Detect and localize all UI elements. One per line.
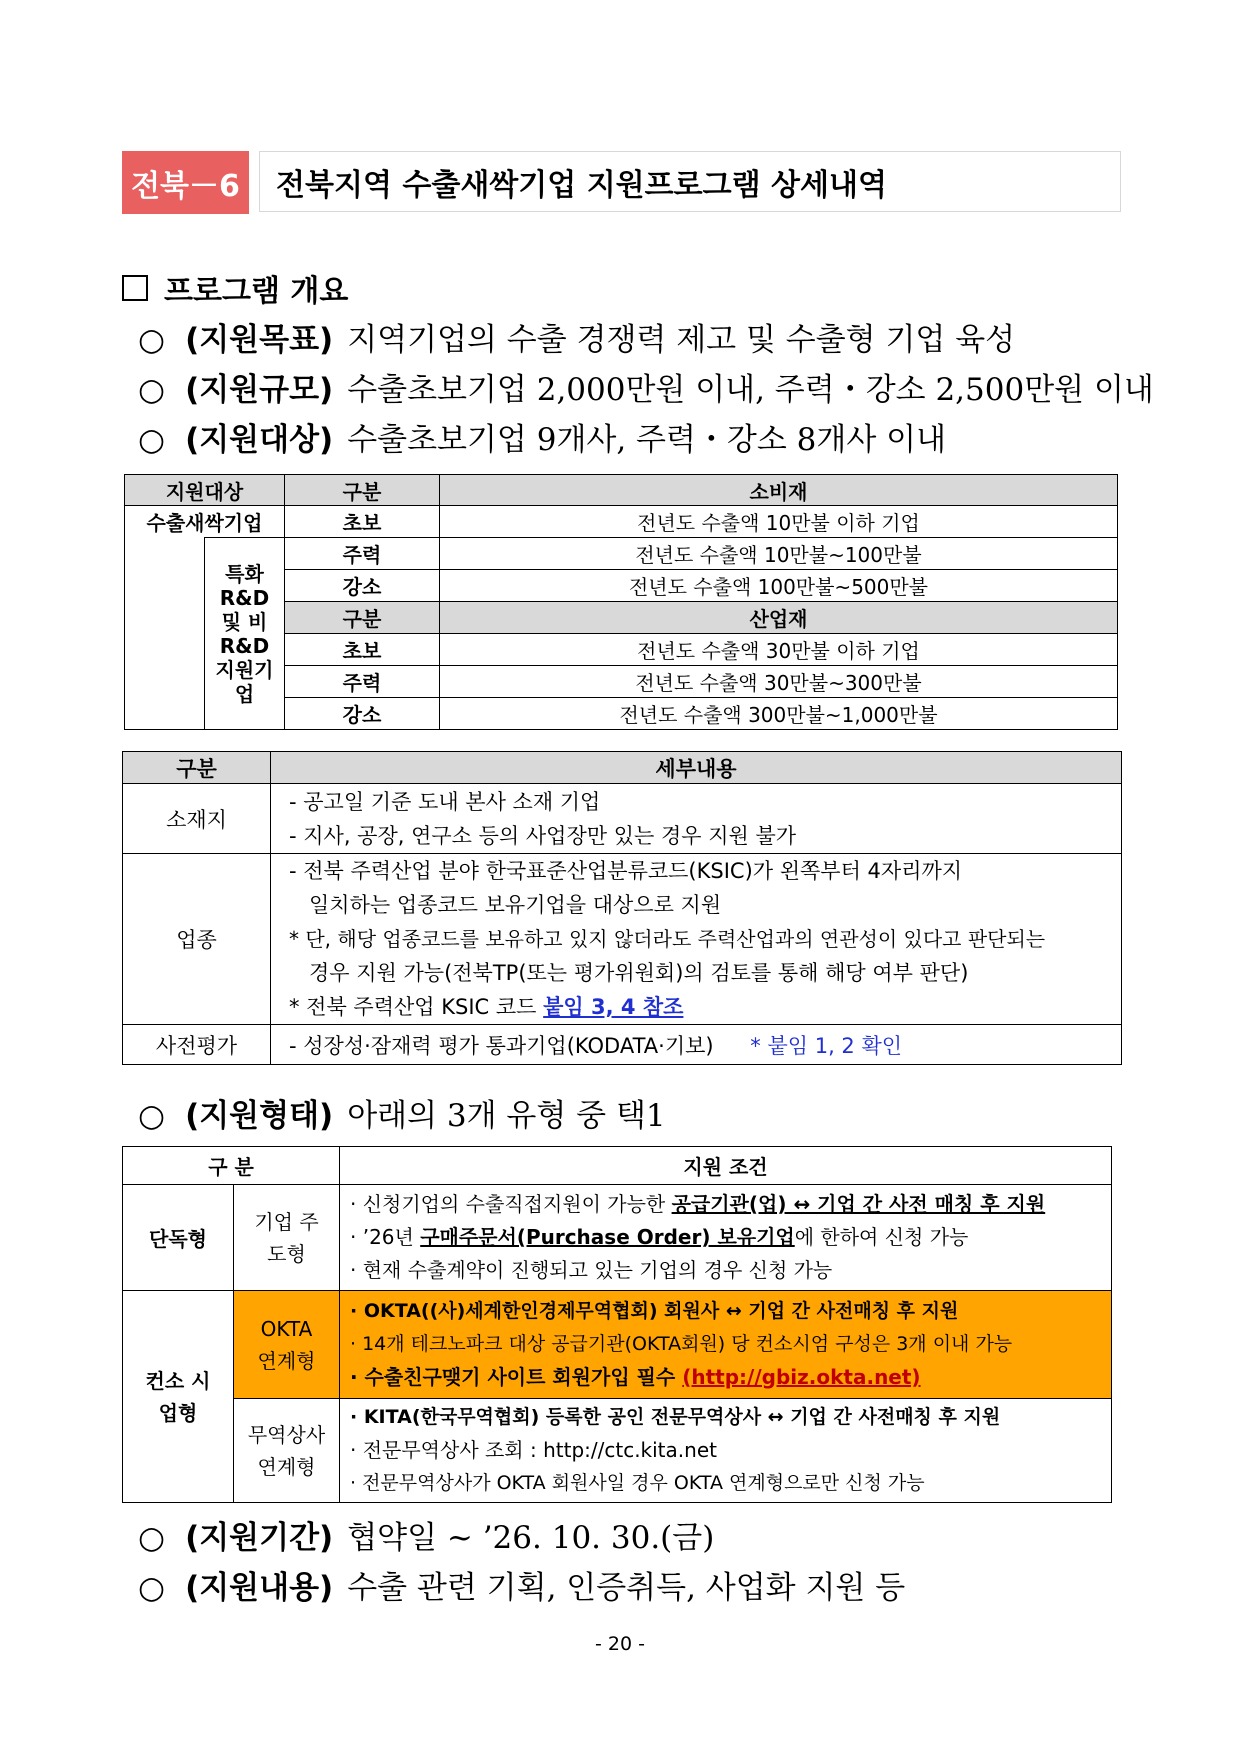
bullet-goal [138, 314, 1015, 359]
location-line: - 지사, 공장, 연구소 등의 사업장만 있는 경우 지원 불가 [289, 823, 797, 848]
circle-bullet-icon: ○ [138, 1098, 166, 1134]
table-header: 구분 [285, 475, 440, 506]
sub-header-cat: 산업재 [440, 602, 1118, 634]
location-content [271, 784, 1122, 854]
cond-line: · 전문무역상사 조회 : http://ctc.kita.net [350, 1438, 717, 1462]
target-top-cell: 수출새싹기업 [125, 506, 285, 538]
bullet-label: (지원기간) [185, 1520, 334, 1556]
pre-eval-note: * 붙임 1, 2 확인 [750, 1033, 903, 1058]
bullet-target [138, 414, 946, 459]
section-title: 프로그램 개요 [164, 274, 349, 309]
cond-line: 에 한하여 신청 가능 [794, 1225, 969, 1249]
bullet-label: (지원형태) [185, 1098, 334, 1134]
cond-bold: · OKTA((사)세계한인경제무역협회) 회원사 ↔ 기업 간 사전매칭 후 지원 [350, 1300, 959, 1322]
cond-bold: · KITA(한국무역협회) 등록한 공인 전문무역상사 ↔ 기업 간 사전매칭 후 지원 [350, 1406, 1001, 1428]
checkbox-icon [122, 275, 148, 301]
bullet-text: 협약일 ~ ’26. 10. 30.(금) [347, 1520, 715, 1556]
type-cell: 초보 [285, 506, 440, 538]
type-cell: 강소 [285, 698, 440, 730]
circle-bullet-icon: ○ [138, 1570, 166, 1606]
circle-bullet-icon: ○ [138, 372, 166, 408]
bullet-label: (지원규모) [185, 372, 334, 408]
detail-table [122, 751, 1122, 1065]
single-group: 단독형 [123, 1185, 234, 1291]
trade-sub: 무역상사 연계형 [234, 1399, 340, 1503]
cond-line: · 현재 수출계약이 진행되고 있는 기업의 경우 신청 가능 [350, 1258, 833, 1282]
type-table [122, 1146, 1112, 1503]
desc-cell: 전년도 수출액 10만불 이하 기업 [440, 506, 1118, 538]
table-header: 세부내용 [271, 752, 1122, 784]
attachment-link[interactable]: 붙임 3, 4 참조 [543, 995, 684, 1019]
cond-line: · 신청기업의 수출직접지원이 가능한 [350, 1192, 666, 1216]
industry-line: * 단, 해당 업종코드를 보유하고 있지 않더라도 주력산업과의 연관성이 있다고 판단되는 [289, 927, 1046, 951]
desc-cell: 전년도 수출액 30만불~300만불 [440, 666, 1118, 698]
page-number: - 20 - [595, 1633, 645, 1655]
table-header: 구 분 [123, 1147, 340, 1185]
desc-cell: 전년도 수출액 300만불~1,000만불 [440, 698, 1118, 730]
desc-cell: 전년도 수출액 100만불~500만불 [440, 570, 1118, 602]
location-label: 소재지 [123, 784, 271, 854]
okta-link[interactable]: (http://gbiz.okta.net) [682, 1365, 921, 1389]
single-content [340, 1185, 1112, 1291]
target-sub-cell: 특화R&D 및 비R&D 지원기업 [205, 538, 285, 730]
industry-line: 경우 지원 가능(전북TP(또는 평가위원회)의 검토를 통해 해당 여부 판단) [309, 961, 969, 985]
table-header: 지원대상 [125, 475, 285, 506]
pre-eval-content [271, 1025, 1122, 1065]
type-cell: 주력 [285, 666, 440, 698]
circle-bullet-icon: ○ [138, 422, 166, 458]
bullet-label: (지원내용) [185, 1570, 334, 1606]
bullet-label: (지원대상) [185, 422, 334, 458]
cond-bold: · 수출친구맺기 사이트 회원가입 필수 [350, 1365, 676, 1389]
bullet-content [138, 1562, 905, 1607]
page-title: 전북지역 수출새싹기업 지원프로그램 상세내역 [259, 151, 1121, 212]
bullet-scale [138, 364, 1154, 409]
desc-cell: 전년도 수출액 10만불~100만불 [440, 538, 1118, 570]
cond-line: · 14개 테크노파크 대상 공급기관(OKTA회원) 당 컨소시엄 구성은 3개 이내 가능 [350, 1333, 1013, 1355]
cond-line: · 전문무역상사가 OKTA 회원사일 경우 OKTA 연계형으로만 신청 가능 [350, 1472, 925, 1494]
okta-sub: OKTA 연계형 [234, 1291, 340, 1399]
desc-cell: 전년도 수출액 30만불 이하 기업 [440, 634, 1118, 666]
industry-content [271, 854, 1122, 1025]
bullet-text: 수출초보기업 2,000만원 이내, 주력・강소 2,500만원 이내 [347, 372, 1154, 408]
section-badge: 전북－6 [122, 151, 249, 214]
bullet-label: (지원목표) [185, 322, 334, 358]
cond-bold: 구매주문서(Purchase Order) 보유기업 [420, 1225, 795, 1249]
cond-bold: 공급기관(업) ↔ 기업 간 사전 매칭 후 지원 [671, 1192, 1046, 1216]
table-header: 구분 [123, 752, 271, 784]
industry-label: 업종 [123, 854, 271, 1025]
industry-line: * 전북 주력산업 KSIC 코드 [289, 995, 537, 1019]
target-table [124, 474, 1118, 730]
trade-content [340, 1399, 1112, 1503]
bullet-period [138, 1512, 714, 1557]
blank-cell [125, 538, 205, 730]
circle-bullet-icon: ○ [138, 322, 166, 358]
cond-line: · ’26년 [350, 1225, 414, 1249]
pre-eval-label: 사전평가 [123, 1025, 271, 1065]
sub-header-type: 구분 [285, 602, 440, 634]
industry-line: 일치하는 업종코드 보유기업을 대상으로 지원 [309, 893, 722, 917]
pre-eval-text: - 성장성·잠재력 평가 통과기업(KODATA·기보) [289, 1033, 714, 1058]
circle-bullet-icon: ○ [138, 1520, 166, 1556]
bullet-type [138, 1090, 666, 1135]
industry-line: - 전북 주력산업 분야 한국표준산업분류코드(KSIC)가 왼쪽부터 4자리까지 [289, 859, 963, 883]
okta-content [340, 1291, 1112, 1399]
bullet-text: 지역기업의 수출 경쟁력 제고 및 수출형 기업 육성 [347, 322, 1016, 358]
table-header: 소비재 [440, 475, 1118, 506]
bullet-text: 수출 관련 기획, 인증취득, 사업화 지원 등 [347, 1570, 906, 1606]
type-cell: 초보 [285, 634, 440, 666]
single-sub: 기업 주도형 [234, 1185, 340, 1291]
bullet-text: 수출초보기업 9개사, 주력・강소 8개사 이내 [347, 422, 947, 458]
type-cell: 강소 [285, 570, 440, 602]
section-heading [122, 266, 348, 310]
location-line: - 공고일 기준 도내 본사 소재 기업 [289, 789, 601, 814]
type-cell: 주력 [285, 538, 440, 570]
consortium-group: 컨소 시업형 [123, 1291, 234, 1503]
bullet-text: 아래의 3개 유형 중 택1 [347, 1098, 666, 1134]
table-header: 지원 조건 [340, 1147, 1112, 1185]
